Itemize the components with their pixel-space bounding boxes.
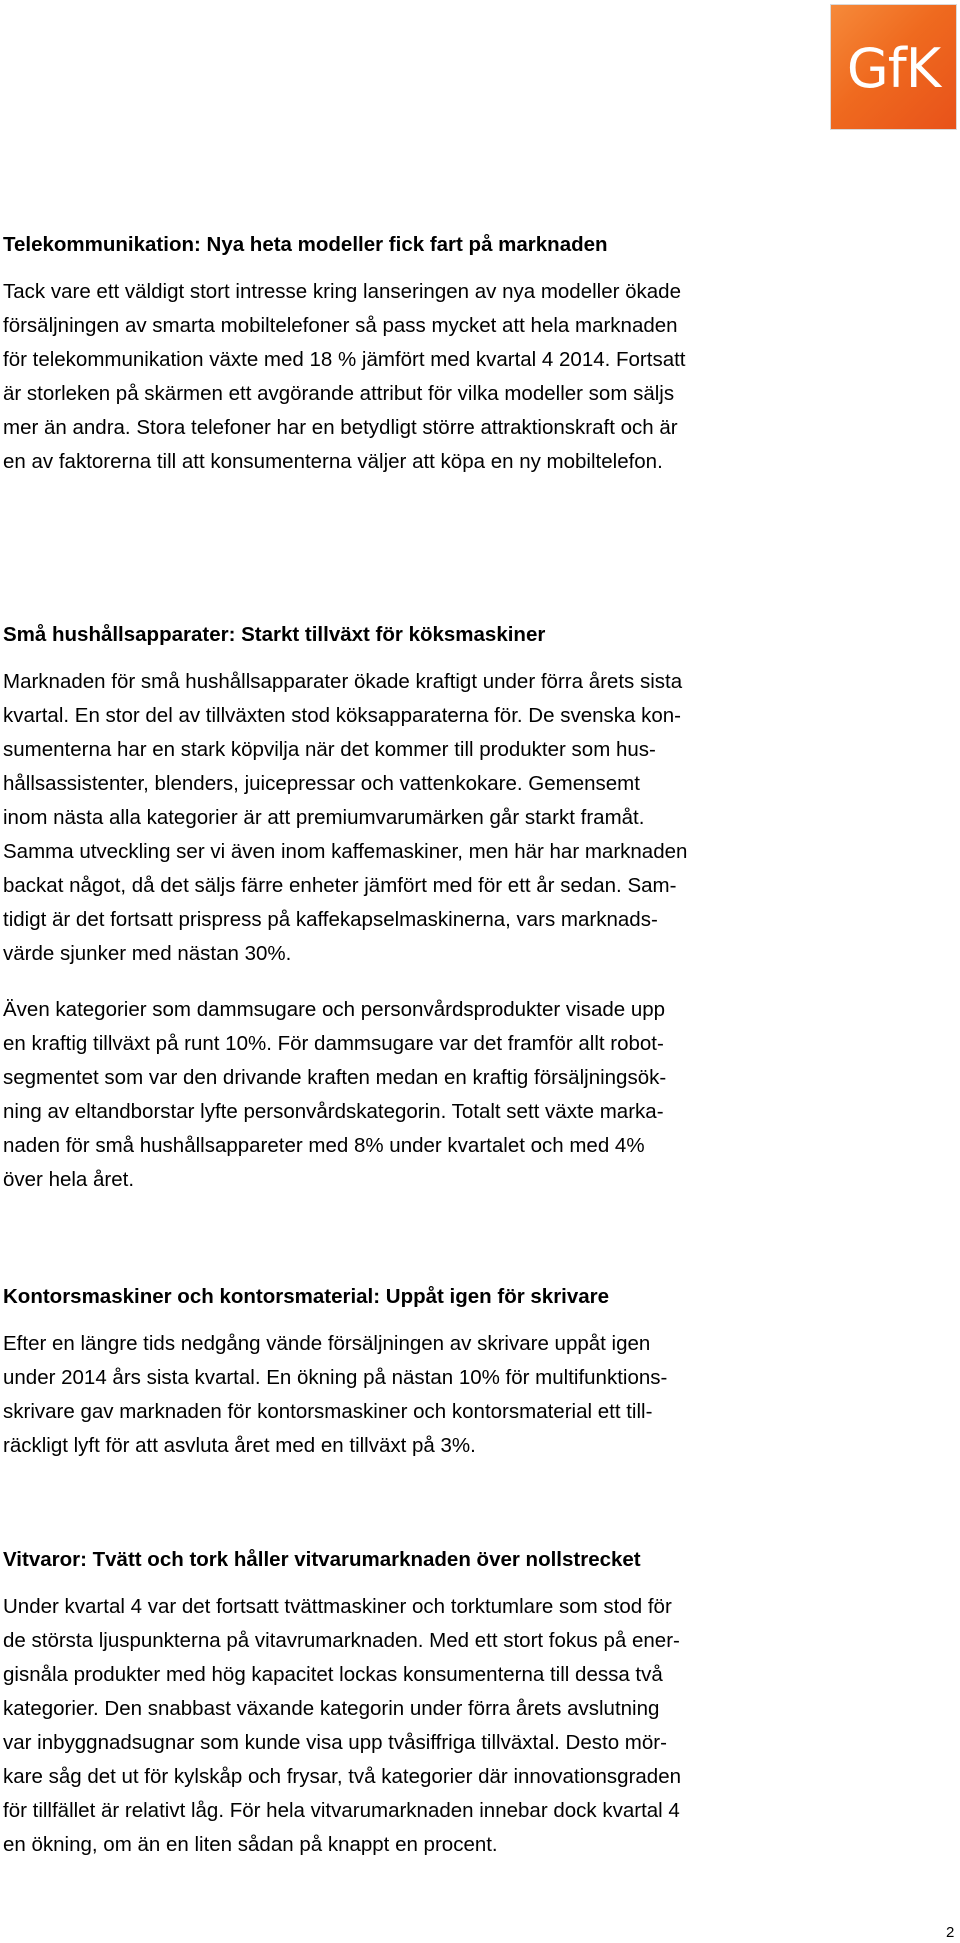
page-number: 2 xyxy=(946,1924,955,1941)
paragraph-line: mer än andra. Stora telefoner har en betydligt större attraktionskraft och är xyxy=(3,416,678,439)
paragraph-line: gisnåla produkter med hög kapacitet lockas konsumenterna till dessa två xyxy=(3,1663,663,1686)
paragraph-line: hållsassistenter, blenders, juicepressar och vattenkokare. Gemensemt xyxy=(3,772,640,795)
paragraph-line: för telekommunikation växte med 18 % jämfört med kvartal 4 2014. Fortsatt xyxy=(3,348,686,371)
paragraph-line: naden för små hushållsappareter med 8% under kvartalet och med 4% xyxy=(3,1134,645,1157)
section-heading: Vitvaror: Tvätt och tork håller vitvarumarknaden över nollstrecket xyxy=(3,1548,641,1571)
section-paragraph xyxy=(3,275,833,479)
paragraph-line: var inbyggnadsugnar som kunde visa upp tvåsiffriga tillväxtal. Desto mör- xyxy=(3,1731,667,1754)
paragraph-line: kare såg det ut för kylskåp och frysar, två kategorier där innovationsgraden xyxy=(3,1765,682,1788)
paragraph-line: de största ljuspunkterna på vitavrumarknaden. Med ett stort fokus på ener- xyxy=(3,1629,680,1652)
section-heading: Kontorsmaskiner och kontorsmaterial: Uppåt igen för skrivare xyxy=(3,1285,610,1308)
paragraph-line: sumenterna har en stark köpvilja när det kommer till produkter som hus- xyxy=(3,738,656,761)
paragraph-line: Tack vare ett väldigt stort intresse kring lanseringen av nya modeller ökade xyxy=(3,280,681,303)
section-paragraph xyxy=(3,993,833,1197)
section-heading: Små hushållsapparater: Starkt tillväxt för köksmaskiner xyxy=(3,623,546,646)
section-sma-hushallsapparater xyxy=(3,623,833,1197)
paragraph-line: inom nästa alla kategorier är att premiumvarumärken går starkt framåt. xyxy=(3,806,645,829)
gfk-logo-text: GfK xyxy=(846,37,941,100)
gfk-logo xyxy=(830,4,957,130)
paragraph-line: över hela året. xyxy=(3,1168,135,1191)
paragraph-line: är storleken på skärmen ett avgörande attribut för vilka modeller som säljs xyxy=(3,382,675,405)
paragraph-line: Under kvartal 4 var det fortsatt tvättmaskiner och torktumlare som stod för xyxy=(3,1595,672,1618)
paragraph-line: segmentet som var den drivande kraften medan en kraftig försäljningsök- xyxy=(3,1066,667,1089)
section-paragraph xyxy=(3,1590,833,1862)
paragraph-line: räckligt lyft för att asvluta året med en tillväxt på 3%. xyxy=(3,1434,476,1457)
paragraph-line: under 2014 års sista kvartal. En ökning på nästan 10% för multifunktions- xyxy=(3,1366,668,1389)
paragraph-line: ning av eltandborstar lyfte personvårdskategorin. Totalt sett växte marka- xyxy=(3,1100,664,1123)
paragraph-line: Samma utveckling ser vi även inom kaffemaskiner, men här har marknaden xyxy=(3,840,688,863)
paragraph-line: backat något, då det säljs färre enheter jämfört med för ett år sedan. Sam- xyxy=(3,874,677,897)
section-vitvaror xyxy=(3,1548,833,1862)
paragraph-line: en kraftig tillväxt på runt 10%. För dammsugare var det framför allt robot- xyxy=(3,1032,664,1055)
paragraph-line: försäljningen av smarta mobiltelefoner så pass mycket att hela marknaden xyxy=(3,314,678,337)
section-kontorsmaskiner xyxy=(3,1285,833,1463)
paragraph-line: en ökning, om än en liten sådan på knappt en procent. xyxy=(3,1833,498,1856)
paragraph-line: kvartal. En stor del av tillväxten stod köksapparaterna för. De svenska kon- xyxy=(3,704,681,727)
paragraph-line: Marknaden för små hushållsapparater ökade kraftigt under förra årets sista xyxy=(3,670,683,693)
paragraph-line: tidigt är det fortsatt prispress på kaffekapselmaskinerna, vars marknads- xyxy=(3,908,658,931)
paragraph-line: skrivare gav marknaden för kontorsmaskiner och kontorsmaterial ett till- xyxy=(3,1400,653,1423)
paragraph-line: Efter en längre tids nedgång vände försäljningen av skrivare uppåt igen xyxy=(3,1332,651,1355)
paragraph-line: Även kategorier som dammsugare och personvårdsprodukter visade upp xyxy=(3,998,666,1021)
paragraph-line: för tillfället är relativt låg. För hela vitvarumarknaden innebar dock kvartal 4 xyxy=(3,1799,680,1822)
paragraph-line: en av faktorerna till att konsumenterna väljer att köpa en ny mobiltelefon. xyxy=(3,450,663,473)
paragraph-line: kategorier. Den snabbast växande kategorin under förra årets avslutning xyxy=(3,1697,660,1720)
paragraph-line: värde sjunker med nästan 30%. xyxy=(3,942,292,965)
section-telekommunikation xyxy=(3,233,833,479)
section-heading: Telekommunikation: Nya heta modeller fick fart på marknaden xyxy=(3,233,608,256)
section-paragraph xyxy=(3,665,833,971)
section-paragraph xyxy=(3,1327,833,1463)
